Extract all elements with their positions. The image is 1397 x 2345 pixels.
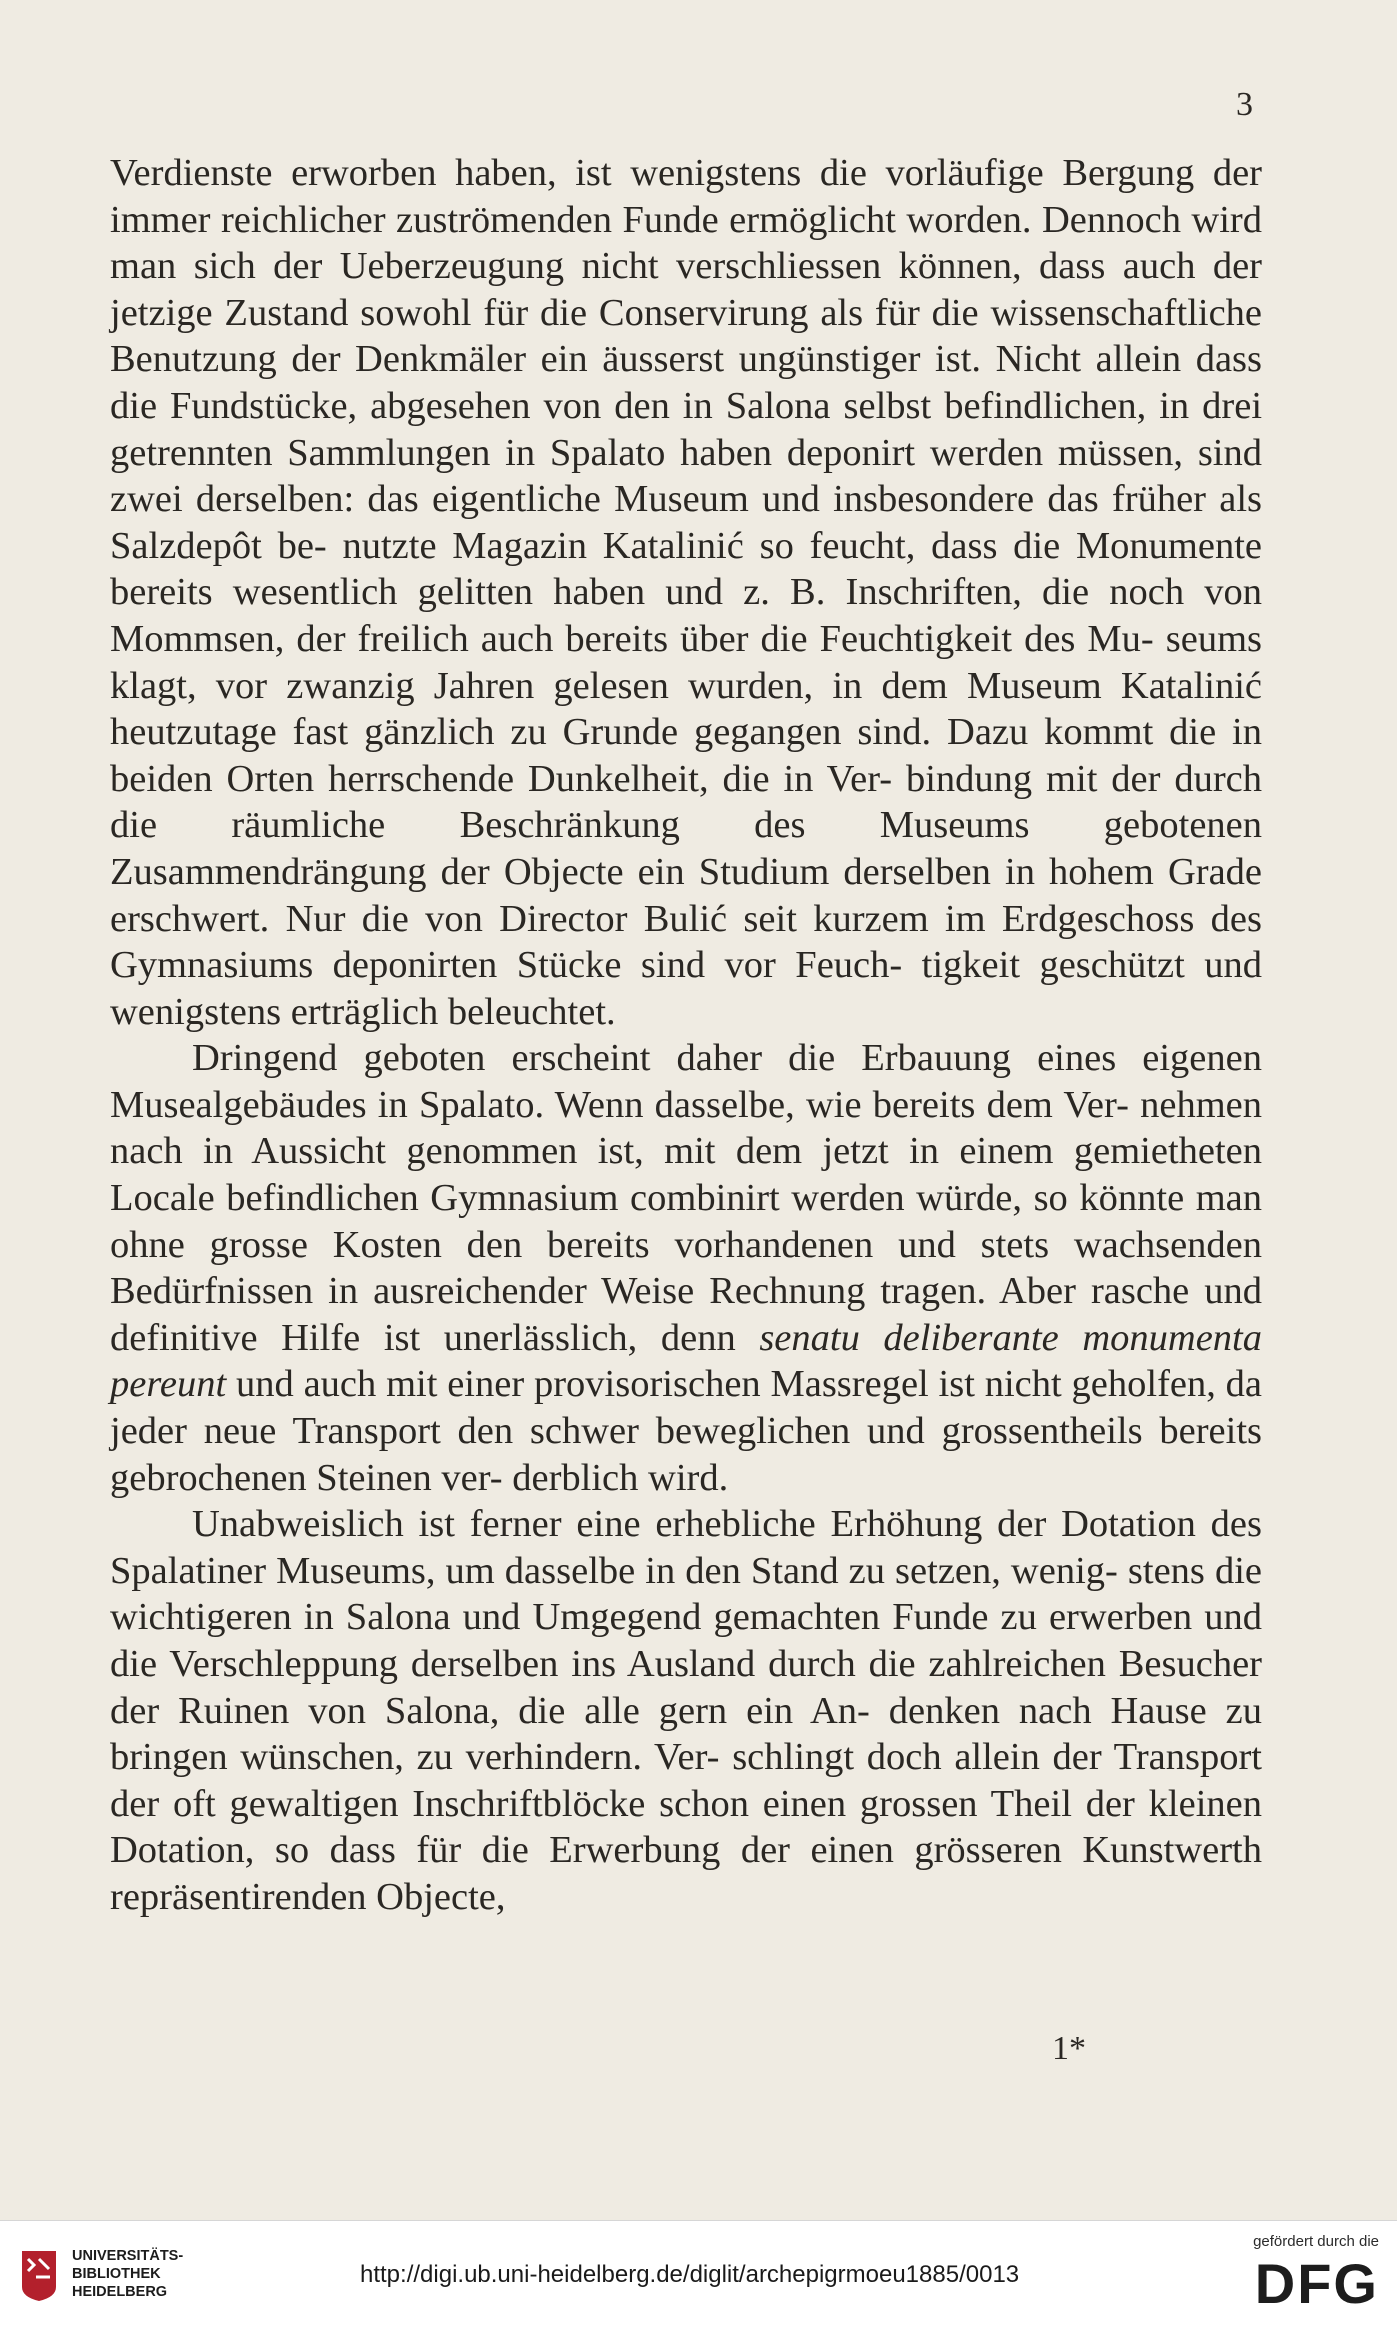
text-line: nutzte Magazin Katalinić so feucht, dass die Monumente bereits — [110, 524, 1263, 614]
text-line: in hohem Grade erschwert. Nur die von Director Bulić seit kurzem — [110, 850, 1262, 940]
text-line: tigkeit geschützt und wenigstens erträglich beleuchtet. — [110, 944, 1263, 1033]
text-line: bindung mit der durch die räumliche Beschränkung des Museums — [110, 757, 1262, 847]
text-line: des Spalatiner Museums, um dasselbe in den Stand zu setzen, wenig- — [110, 1503, 1262, 1592]
text-line: Katalinić heutzutage fast gänzlich zu Grunde gegangen sind. Dazu — [110, 664, 1263, 754]
funding-caption: gefördert durch die — [1253, 2233, 1379, 2250]
library-line: BIBLIOTHEK — [72, 2266, 161, 2282]
text-line: als für die wissenschaftliche Benutzung der Denkmäler ein äusserst — [110, 291, 1263, 381]
text-line: im Erdgeschoss des Gymnasiums deponirten Stücke sind vor Feuch- — [110, 897, 1262, 987]
text-line: kommt die in beiden Orten herrschende Dunkelheit, die in Ver- — [110, 711, 1263, 800]
text-line: und auch mit einer provisorischen — [226, 1363, 761, 1406]
text-line: wesentlich gelitten haben und z. B. Inschriften, die noch von — [232, 571, 1262, 614]
paragraph-3 — [110, 1501, 1262, 1920]
text-line: ungünstiger ist. Nicht allein dass die Fundstücke, abgesehen von — [110, 338, 1263, 427]
text-line: stens die wichtigeren in Salona und Umgegend gemachten Funde zu — [110, 1549, 1262, 1639]
text-line: seums klagt, vor zwanzig Jahren gelesen wurden, in dem Museum — [110, 617, 1263, 707]
text-line: stets wachsenden Bedürfnissen in ausreichender Weise Rechnung — [110, 1223, 1262, 1313]
text-line: den in Salona selbst befindlichen, in drei getrennten Sammlungen in — [110, 384, 1263, 474]
text-line: Mommsen, der freilich auch bereits über die Feuchtigkeit des Mu- — [110, 617, 1154, 660]
text-line: Massregel ist nicht geholfen, da jeder neue Transport den schwer — [110, 1363, 1263, 1453]
text-line: so könnte man ohne grosse Kosten den bereits vorhandenen und — [110, 1177, 1263, 1266]
text-line: Dringend geboten erscheint daher die Erbauung eines eigenen — [192, 1037, 1262, 1080]
digitization-footer — [0, 2220, 1397, 2345]
text-line: zahlreichen Besucher der Ruinen von Salona, die alle gern ein An- — [110, 1643, 1262, 1732]
library-line: UNIVERSITÄTS- — [72, 2248, 184, 2264]
paragraph-1 — [110, 150, 1262, 1035]
italic-phrase: senatu deliberante monumenta pereunt — [110, 1316, 1263, 1406]
library-name — [72, 2247, 183, 2301]
body-text — [110, 150, 1262, 1921]
page-number: 3 — [1236, 86, 1253, 123]
library-seal-icon — [14, 2247, 64, 2303]
signature-mark: 1* — [1052, 2030, 1086, 2067]
text-line: erwerben und die Verschleppung derselben ins Ausland durch die — [110, 1596, 1262, 1685]
text-line: Musealgebäudes in Spalato. Wenn dasselbe, wie bereits dem Ver- — [110, 1083, 1129, 1126]
text-line: beweglichen und grossentheils bereits gebrochenen Steinen ver- — [110, 1410, 1262, 1499]
library-logo[interactable] — [14, 2241, 204, 2331]
text-line: schon einen grossen Theil der kleinen Dotation, so dass für die — [110, 1782, 1263, 1872]
text-line: Spalato haben deponirt werden müssen, sind zwei derselben: das — [110, 431, 1262, 521]
text-line: können, dass auch der jetzige Zustand sowohl für die Conservirung — [110, 245, 1263, 334]
library-line: HEIDELBERG — [72, 2284, 168, 2300]
dfg-logo[interactable]: DFG — [1254, 2252, 1379, 2315]
source-url[interactable]: http://digi.ub.uni-heidelberg.de/diglit/archepigrmoeu1885/0013 — [360, 2261, 1020, 2288]
text-line: eigentliche Museum und insbesondere das früher als Salzdepôt be- — [110, 478, 1262, 567]
text-line: tragen. Aber rasche und definitive Hilfe ist unerlässlich, denn — [110, 1270, 1262, 1359]
text-line: gebotenen Zusammendrängung der Objecte ein Studium derselben — [110, 804, 1263, 893]
text-line: derblich wird. — [512, 1456, 729, 1499]
text-line: nehmen nach in Aussicht genommen ist, mit dem jetzt in einem — [110, 1083, 1263, 1173]
text-line: schlingt doch allein der Transport der oft gewaltigen Inschriftblöcke — [110, 1736, 1262, 1825]
text-line: Erwerbung der einen grösseren Kunstwerth repräsentirenden Objecte, — [110, 1829, 1262, 1918]
text-line: denken nach Hause zu bringen wünschen, zu verhindern. Ver- — [110, 1689, 1262, 1779]
funder-block — [1229, 2233, 1379, 2333]
text-line: der immer reichlicher zuströmenden Funde ermöglicht worden. — [110, 152, 1263, 241]
text-line: Dennoch wird man sich der Ueberzeugung nicht verschliessen — [110, 198, 1262, 288]
text-line: Unabweislich ist ferner eine erhebliche Erhöhung der Dotation — [192, 1503, 1196, 1546]
text-line: Verdienste erworben haben, ist wenigstens die vorläufige Bergung — [110, 152, 1195, 194]
text-line: gemietheten Locale befindlichen Gymnasium combinirt werden würde, — [110, 1130, 1263, 1220]
paragraph-2 — [110, 1035, 1262, 1501]
